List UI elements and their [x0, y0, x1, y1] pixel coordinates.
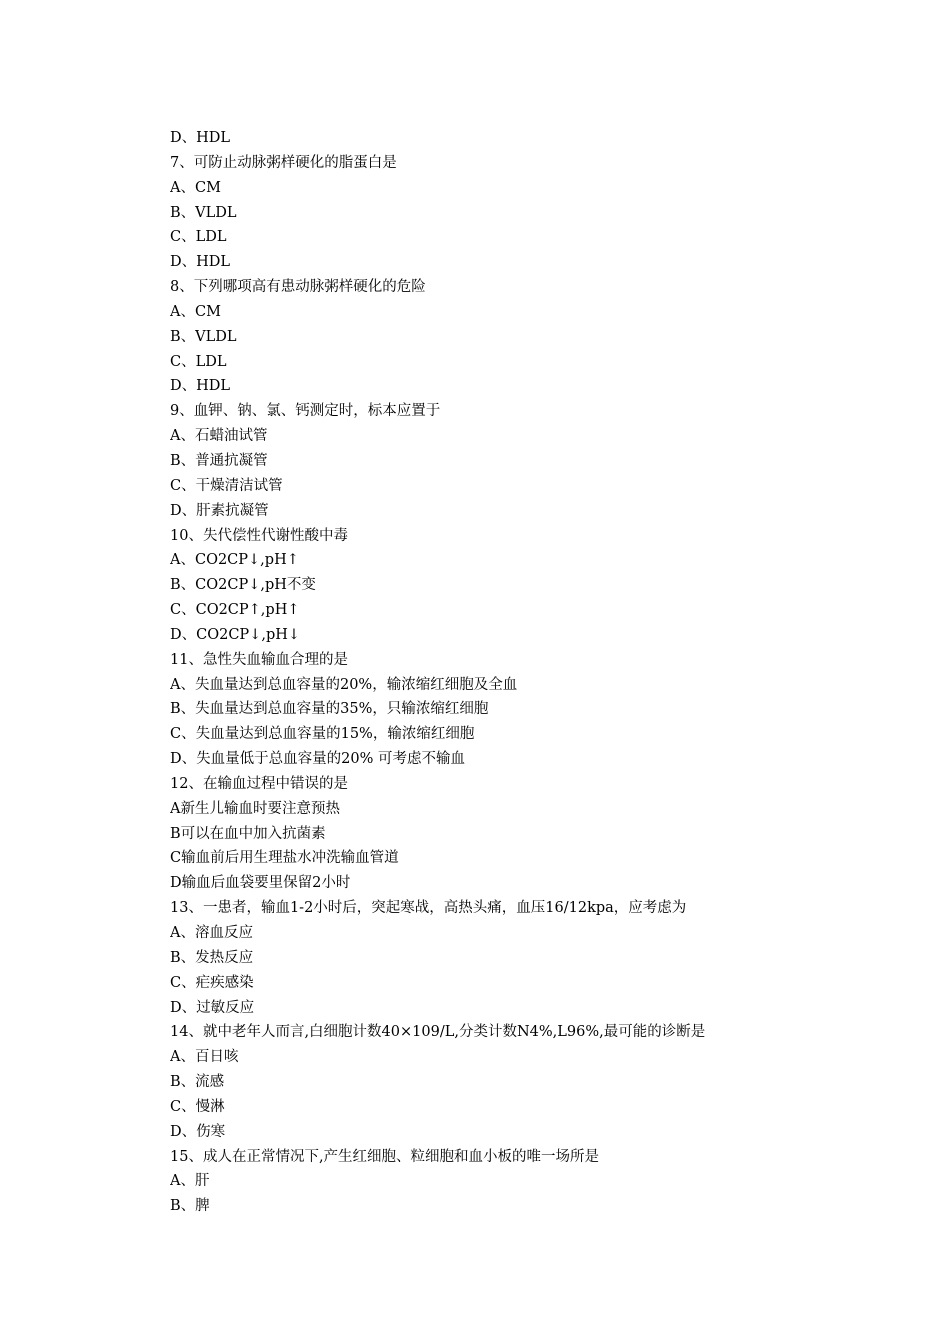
option-line: D、CO2CP↓,pH↓	[170, 626, 301, 643]
option-line: D、HDL	[170, 254, 231, 271]
option-line: A、溶血反应	[170, 925, 253, 941]
option-line: D、伤寒	[170, 1123, 226, 1140]
option-line: D、HDL	[170, 130, 231, 146]
option-line: D、HDL	[170, 378, 231, 395]
question-line: 7、可防止动脉粥样硬化的脂蛋白是	[170, 154, 397, 171]
option-line: B、CO2CP↓,pH不变	[170, 577, 316, 594]
option-line: B、失血量达到总血容量的35%，只输浓缩红细胞	[170, 701, 489, 718]
option-line: D、肝素抗凝管	[170, 502, 269, 519]
document-page	[170, 126, 910, 1219]
question-line: 9、血钾、钠、氯、钙测定时，标本应置于	[170, 403, 441, 420]
option-line: C、慢淋	[170, 1098, 225, 1115]
question-line: 11、急性失血输血合理的是	[170, 651, 348, 668]
option-line: C、LDL	[170, 353, 227, 370]
option-line: D输血后血袋要里保留2小时	[170, 875, 351, 892]
option-line: A、CM	[170, 179, 221, 196]
question-line: 10、失代偿性代谢性酸中毒	[170, 527, 348, 544]
option-line: C、CO2CP↑,pH↑	[170, 602, 300, 619]
option-line: C、LDL	[170, 229, 227, 246]
option-line: C输血前后用生理盐水冲洗输血管道	[170, 850, 399, 867]
question-line: 12、在输血过程中错误的是	[170, 775, 348, 792]
question-line: 14、就中老年人而言,白细胞计数40×109/L,分类计数N4%,L96%,最可能的诊断是	[170, 1024, 706, 1041]
option-line: C、干燥清洁试管	[170, 477, 283, 494]
option-line: A、CO2CP↓,pH↑	[170, 552, 299, 569]
option-line: A新生儿输血时要注意预热	[170, 800, 340, 817]
option-line: A、CM	[170, 303, 221, 320]
option-line: B、普通抗凝管	[170, 452, 268, 469]
option-line: C、疟疾感染	[170, 974, 254, 991]
option-line: B、VLDL	[170, 204, 237, 221]
option-line: A、失血量达到总血容量的20%，输浓缩红细胞及全血	[170, 676, 518, 693]
option-line: B、脾	[170, 1198, 210, 1215]
question-line: 15、成人在正常情况下,产生红细胞、粒细胞和血小板的唯一场所是	[170, 1148, 600, 1165]
option-line: B可以在血中加入抗菌素	[170, 825, 326, 842]
option-line: D、过敏反应	[170, 999, 255, 1016]
option-line: B、流感	[170, 1074, 225, 1091]
option-line: A、肝	[170, 1173, 210, 1190]
option-line: A、石蜡油试管	[170, 428, 268, 445]
question-line: 8、下列哪项高有患动脉粥样硬化的危险	[170, 279, 426, 296]
option-line: A、百日咳	[170, 1049, 239, 1066]
option-line: B、VLDL	[170, 328, 237, 345]
option-line: C、失血量达到总血容量的15%，输浓缩红细胞	[170, 726, 475, 743]
option-line: B、发热反应	[170, 949, 254, 966]
question-line: 13、一患者，输血1-2小时后，突起寒战，高热头痛，血压16/12kpa，应考虑为	[170, 900, 687, 917]
option-line: D、失血量低于总血容量的20% 可考虑不输血	[170, 751, 465, 768]
